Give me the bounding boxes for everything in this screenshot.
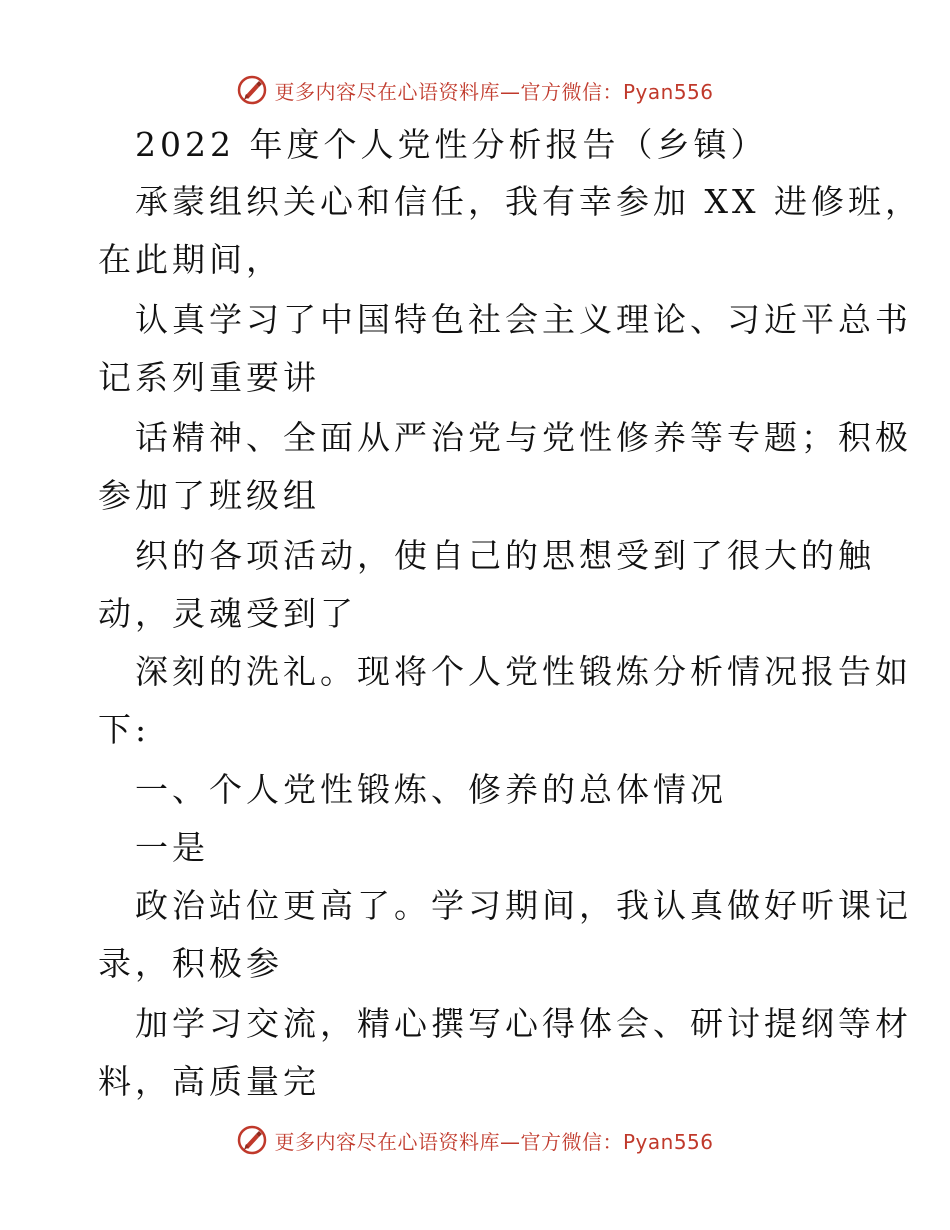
footer-watermark (0, 1120, 950, 1160)
watermark-main-text: 更多内容尽在心语资料库 (274, 1129, 500, 1154)
paragraph-line: 下: (98, 710, 151, 749)
watermark-main-text: 更多内容尽在心语资料库 (274, 79, 500, 104)
paragraph-line: 政治站位更高了。学习期间，我认真做好听课记 (135, 886, 912, 925)
paragraph-line: 认真学习了中国特色社会主义理论、习近平总书 (135, 300, 912, 339)
paragraph-line: 承蒙组织关心和信任，我有幸参加 XX 进修班， (135, 182, 922, 221)
watermark-wechat-id: Pyan556 (622, 79, 714, 104)
section-heading: 一、个人党性锻炼、修养的总体情况 (135, 770, 727, 809)
pen-logo-icon (236, 74, 268, 106)
pen-logo-icon (236, 1124, 268, 1156)
paragraph-line: 在此期间， (98, 240, 283, 279)
paragraph-line: 料，高质量完 (98, 1062, 320, 1101)
watermark-dash: — (499, 79, 521, 104)
paragraph-line: 加学习交流，精心撰写心得体会、研讨提纲等材 (135, 1004, 912, 1043)
paragraph-line: 深刻的洗礼。现将个人党性锻炼分析情况报告如 (135, 652, 912, 691)
watermark-dash: — (499, 1129, 521, 1154)
paragraph-line: 一是 (135, 828, 209, 867)
watermark-contact-label: 官方微信： (520, 1129, 623, 1154)
watermark-wechat-id: Pyan556 (622, 1129, 714, 1154)
paragraph-line: 记系列重要讲 (98, 358, 320, 397)
paragraph-line: 话精神、全面从严治党与党性修养等专题；积极 (135, 418, 912, 457)
watermark-contact-label: 官方微信： (520, 79, 623, 104)
document-title: 2022 年度个人党性分析报告（乡镇） (135, 125, 768, 164)
paragraph-line: 参加了班级组 (98, 476, 320, 515)
paragraph-line: 录，积极参 (98, 944, 283, 983)
paragraph-line: 动，灵魂受到了 (98, 594, 357, 633)
header-watermark (0, 70, 950, 110)
paragraph-line: 织的各项活动，使自己的思想受到了很大的触 (135, 536, 875, 575)
